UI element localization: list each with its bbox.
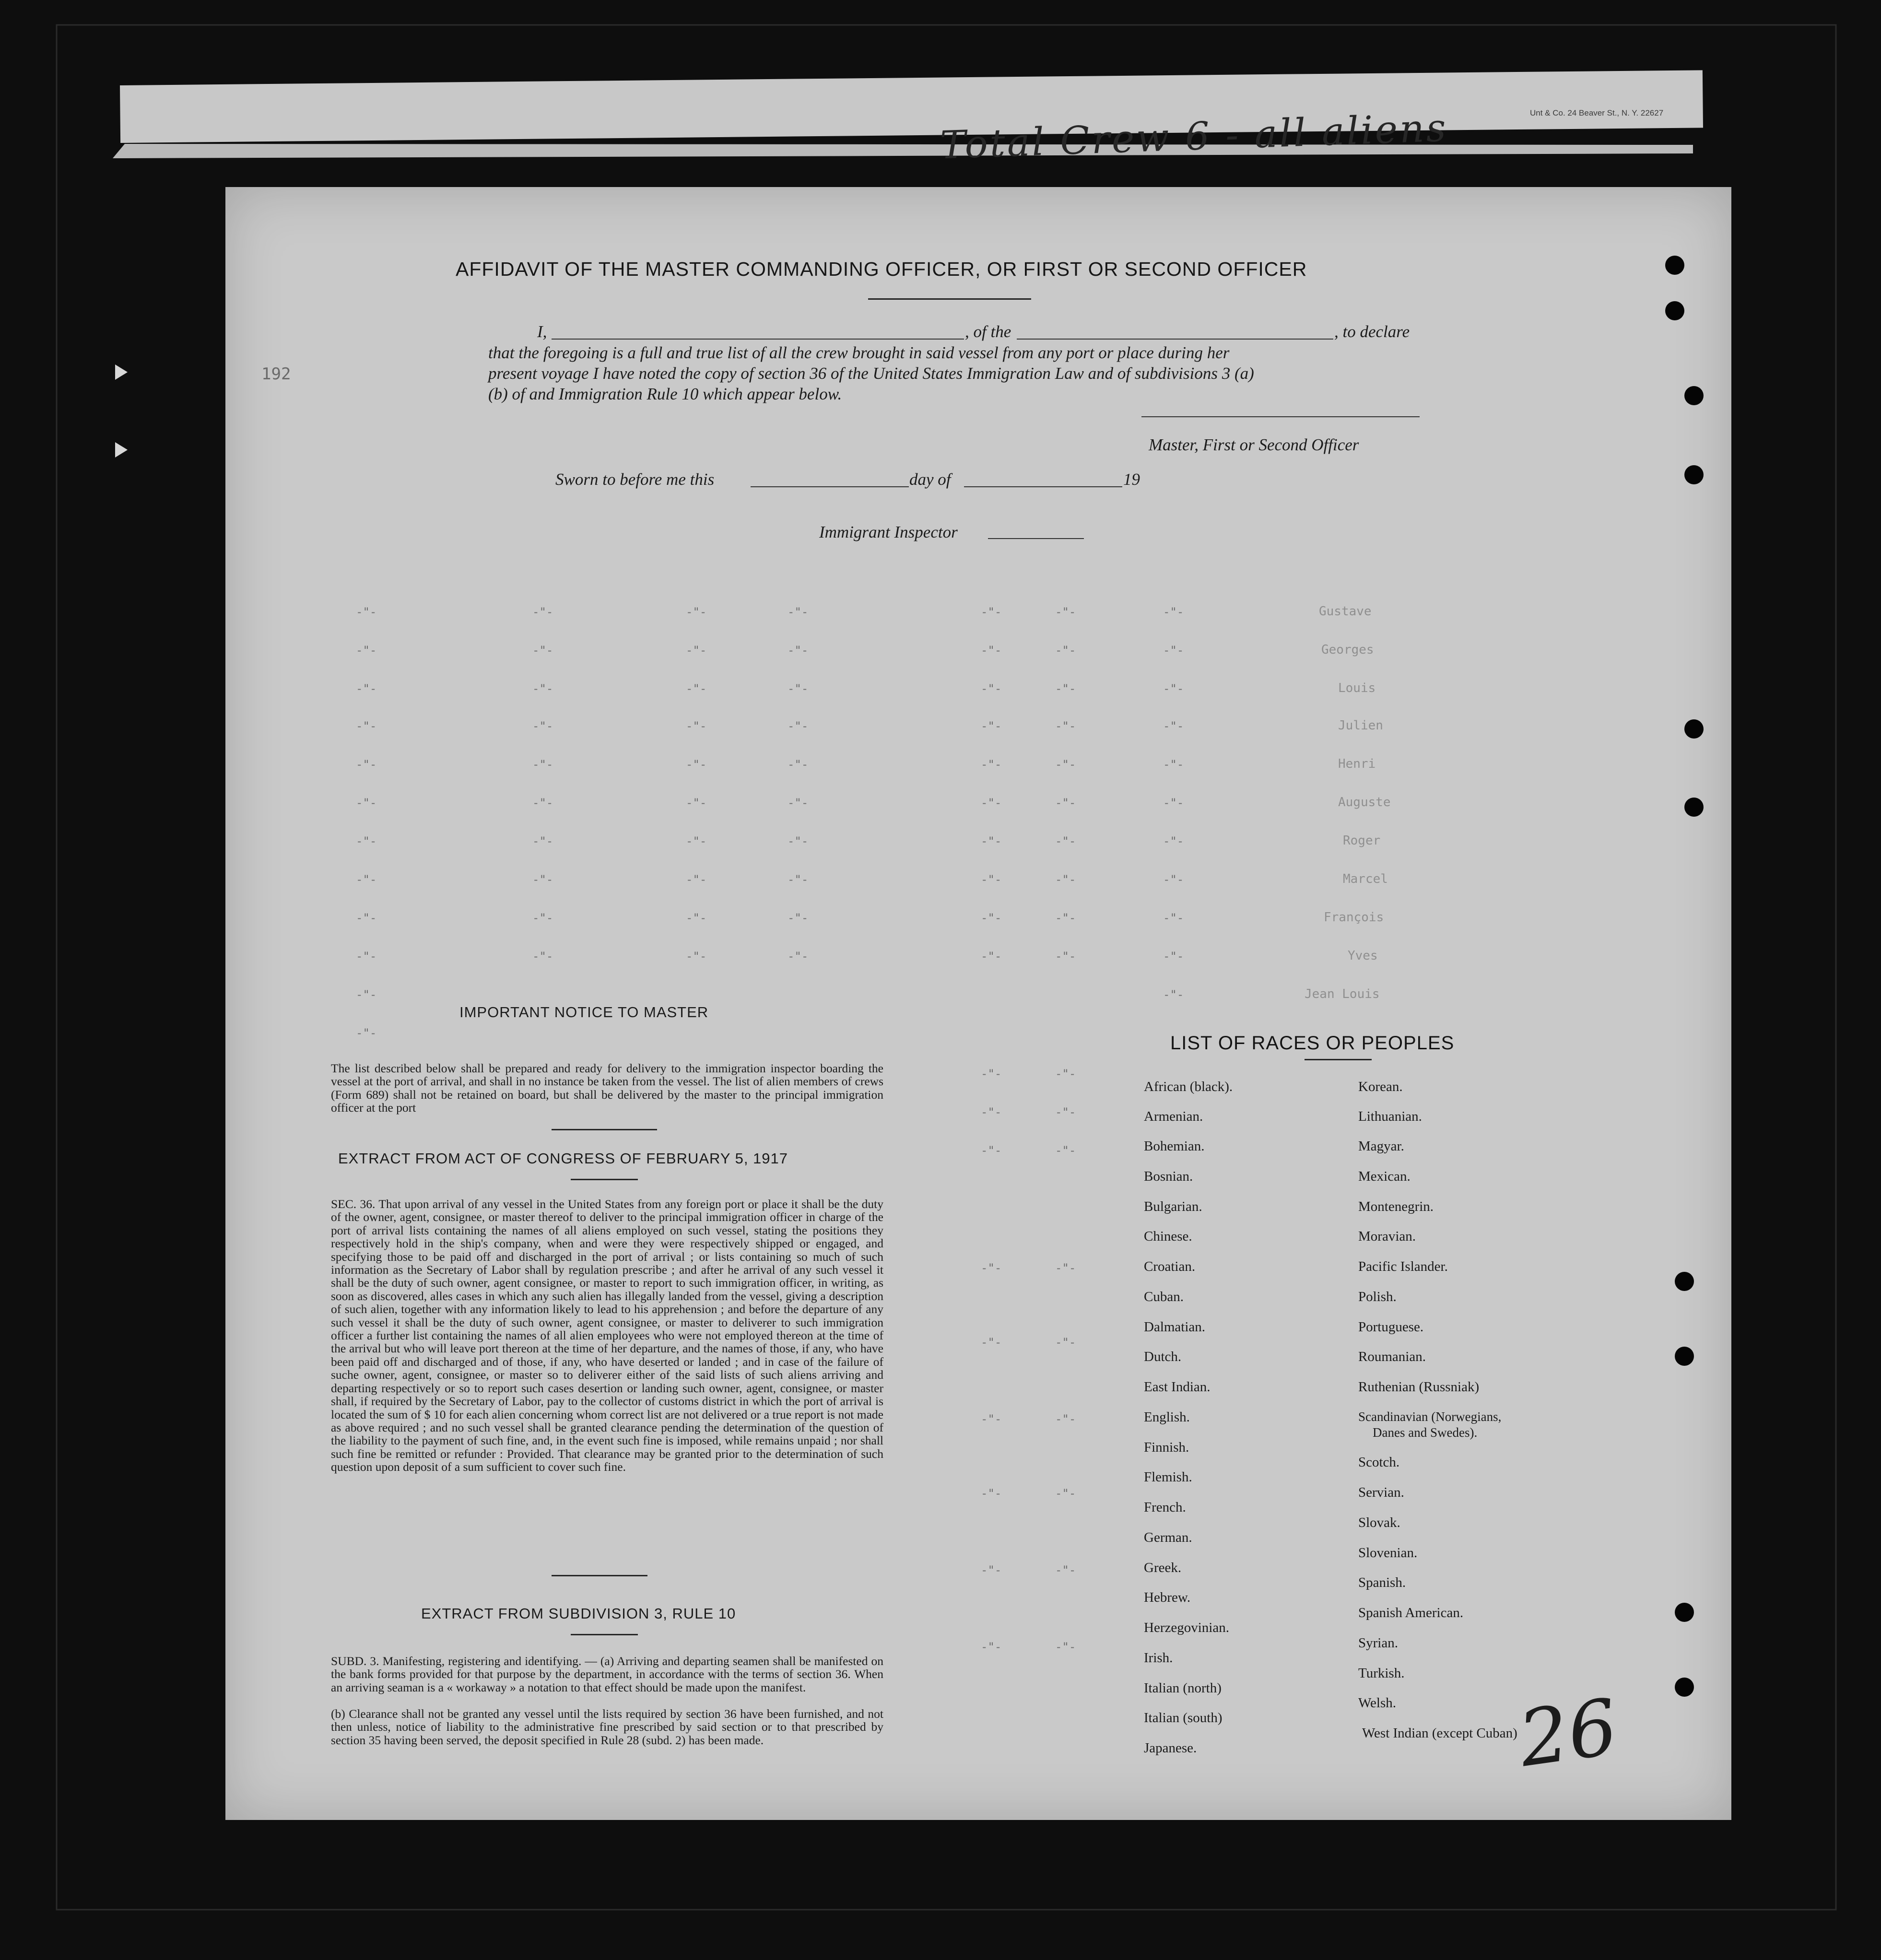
ditto-mark: -"- bbox=[981, 1105, 1002, 1119]
ditto-mark: -"- bbox=[981, 1640, 1002, 1654]
ditto-mark: -"- bbox=[981, 911, 1002, 925]
ditto-mark: -"- bbox=[356, 873, 377, 886]
race-item: Chinese. bbox=[1144, 1229, 1192, 1244]
ditto-mark: -"- bbox=[981, 1144, 1002, 1157]
race-item: Pacific Islander. bbox=[1358, 1259, 1448, 1274]
race-item: Hebrew. bbox=[1144, 1590, 1191, 1605]
day-of-label: day of bbox=[909, 470, 951, 489]
race-item: Lithuanian. bbox=[1358, 1109, 1422, 1124]
year-prefix: 19 bbox=[1123, 470, 1140, 489]
punch-hole bbox=[1665, 256, 1684, 275]
notice-title: IMPORTANT NOTICE TO MASTER bbox=[459, 1004, 709, 1021]
punch-hole bbox=[1675, 1603, 1694, 1622]
ditto-mark: -"- bbox=[1163, 682, 1184, 695]
race-item: Herzegovinian. bbox=[1144, 1620, 1229, 1635]
race-item: Danes and Swedes). bbox=[1373, 1425, 1478, 1440]
race-item: Portuguese. bbox=[1358, 1319, 1424, 1335]
ditto-mark: -"- bbox=[981, 1336, 1002, 1349]
race-item: Magyar. bbox=[1358, 1138, 1404, 1154]
ditto-mark: -"- bbox=[1055, 1261, 1076, 1275]
ditto-mark: -"- bbox=[1163, 873, 1184, 886]
ditto-mark: -"- bbox=[356, 950, 377, 963]
race-item: Italian (south) bbox=[1144, 1710, 1223, 1725]
ditto-mark: -"- bbox=[788, 950, 809, 963]
document-sheet bbox=[225, 187, 1731, 1820]
ditto-mark: -"- bbox=[981, 873, 1002, 886]
ditto-mark: -"- bbox=[981, 1563, 1002, 1577]
race-item: Roumanian. bbox=[1358, 1349, 1426, 1364]
ditto-mark: -"- bbox=[1055, 834, 1076, 848]
race-item: Servian. bbox=[1358, 1485, 1404, 1500]
title-rule bbox=[868, 298, 1031, 300]
race-item: Slovenian. bbox=[1358, 1545, 1418, 1561]
ditto-mark: -"- bbox=[788, 758, 809, 771]
ditto-mark: -"- bbox=[981, 682, 1002, 695]
ditto-mark: -"- bbox=[788, 682, 809, 695]
ditto-mark: -"- bbox=[788, 796, 809, 810]
ditto-mark: -"- bbox=[1055, 796, 1076, 810]
ditto-mark: -"- bbox=[1055, 1412, 1076, 1426]
race-item: Mexican. bbox=[1358, 1169, 1411, 1184]
ditto-mark: -"- bbox=[1055, 1144, 1076, 1157]
race-item: Dutch. bbox=[1144, 1349, 1182, 1364]
race-item: French. bbox=[1144, 1500, 1186, 1515]
ditto-mark: -"- bbox=[686, 834, 707, 848]
ditto-mark: -"- bbox=[788, 605, 809, 619]
bleed-name: Marcel bbox=[1343, 872, 1388, 886]
punch-hole bbox=[1665, 301, 1684, 320]
ditto-mark: -"- bbox=[532, 950, 553, 963]
subdivision-text-b: (b) Clearance shall not be granted any vessel until the lists required by section 36 have been furnished, and not then unless, notice of liability to the administrative fine prescribed by said section or to that prescribed by section 35 having been served, the deposit specified in Rule 28 (subd. 2) has been made. bbox=[331, 1707, 883, 1747]
ditto-mark: -"- bbox=[981, 719, 1002, 733]
race-item: Moravian. bbox=[1358, 1229, 1416, 1244]
ditto-mark: -"- bbox=[788, 834, 809, 848]
ditto-mark: -"- bbox=[686, 873, 707, 886]
act-end-rule bbox=[552, 1575, 647, 1576]
notice-text: The list described below shall be prepared and ready for delivery to the immigration inspector boarding the vessel at the port of arrival, and shall in no instance be taken from the vessel. The list of alien members of crews (Form 689) shall not be retained on board, but shall be delivered by the master to the principal immigration officer at the port bbox=[331, 1061, 883, 1115]
subdivision-rule bbox=[571, 1634, 638, 1635]
bleed-name: Julien bbox=[1338, 718, 1383, 733]
ditto-mark: -"- bbox=[356, 758, 377, 771]
ditto-mark: -"- bbox=[1055, 1067, 1076, 1080]
race-item: Ruthenian (Russniak) bbox=[1358, 1379, 1480, 1395]
notice-rule bbox=[552, 1129, 657, 1130]
ditto-mark: -"- bbox=[686, 644, 707, 657]
binder-tab bbox=[115, 364, 128, 380]
bleed-page-stamp: 192 bbox=[261, 364, 291, 384]
ditto-mark: -"- bbox=[981, 758, 1002, 771]
ditto-mark: -"- bbox=[1055, 644, 1076, 657]
ditto-mark: -"- bbox=[532, 719, 553, 733]
ditto-mark: -"- bbox=[1163, 758, 1184, 771]
ditto-mark: -"- bbox=[356, 719, 377, 733]
ditto-mark: -"- bbox=[981, 1067, 1002, 1080]
inspector-signature-line bbox=[988, 538, 1084, 539]
sworn-month-blank bbox=[964, 486, 1122, 487]
act-rule bbox=[571, 1179, 638, 1180]
ditto-mark: -"- bbox=[356, 988, 377, 1001]
race-item: Scandinavian (Norwegians, bbox=[1358, 1409, 1502, 1424]
race-item: Spanish American. bbox=[1358, 1605, 1464, 1620]
ditto-mark: -"- bbox=[1163, 950, 1184, 963]
race-item: Bosnian. bbox=[1144, 1169, 1193, 1184]
ditto-mark: -"- bbox=[532, 758, 553, 771]
ditto-mark: -"- bbox=[532, 796, 553, 810]
ditto-mark: -"- bbox=[788, 911, 809, 925]
name-blank bbox=[552, 339, 964, 340]
bleed-name: Henri bbox=[1338, 757, 1376, 771]
ditto-mark: -"- bbox=[1055, 1487, 1076, 1500]
race-item: Turkish. bbox=[1358, 1666, 1405, 1681]
master-label: Master, First or Second Officer bbox=[1149, 435, 1359, 454]
binder-tab bbox=[115, 442, 128, 458]
ditto-mark: -"- bbox=[1055, 605, 1076, 619]
races-rule bbox=[1305, 1059, 1372, 1060]
race-item: Montenegrin. bbox=[1358, 1199, 1434, 1214]
ditto-mark: -"- bbox=[356, 834, 377, 848]
race-item: Flemish. bbox=[1144, 1469, 1192, 1485]
ditto-mark: -"- bbox=[788, 719, 809, 733]
ditto-mark: -"- bbox=[356, 796, 377, 810]
declaration-i: I, bbox=[537, 322, 547, 341]
punch-hole bbox=[1684, 798, 1704, 817]
declaration-line-2: that the foregoing is a full and true list of all the crew brought in said vessel from any port or place during her bbox=[488, 343, 1230, 362]
ditto-mark: -"- bbox=[788, 873, 809, 886]
ditto-mark: -"- bbox=[1055, 758, 1076, 771]
ditto-mark: -"- bbox=[1055, 1336, 1076, 1349]
ditto-mark: -"- bbox=[981, 1487, 1002, 1500]
race-item: German. bbox=[1144, 1530, 1192, 1545]
bleed-name: Jean Louis bbox=[1305, 987, 1380, 1001]
race-item: Syrian. bbox=[1358, 1635, 1398, 1651]
declaration-line-3: present voyage I have noted the copy of section 36 of the United States Immigration Law and of subdivisions 3 (a) bbox=[488, 364, 1254, 383]
ditto-mark: -"- bbox=[981, 796, 1002, 810]
race-item: Scotch. bbox=[1358, 1455, 1400, 1470]
ditto-mark: -"- bbox=[1163, 911, 1184, 925]
ditto-mark: -"- bbox=[1163, 796, 1184, 810]
race-item: Armenian. bbox=[1144, 1109, 1203, 1124]
ditto-mark: -"- bbox=[1055, 950, 1076, 963]
bleed-name: François bbox=[1324, 910, 1384, 925]
punch-hole bbox=[1675, 1272, 1694, 1291]
master-signature-line bbox=[1141, 416, 1420, 417]
ditto-mark: -"- bbox=[686, 796, 707, 810]
race-item: Slovak. bbox=[1358, 1515, 1400, 1530]
ditto-mark: -"- bbox=[788, 644, 809, 657]
ditto-mark: -"- bbox=[1055, 1105, 1076, 1119]
race-item: Bulgarian. bbox=[1144, 1199, 1202, 1214]
ditto-mark: -"- bbox=[1163, 834, 1184, 848]
race-item: Polish. bbox=[1358, 1289, 1397, 1304]
race-item: African (black). bbox=[1144, 1079, 1233, 1094]
punch-hole bbox=[1684, 719, 1704, 739]
ditto-mark: -"- bbox=[1163, 644, 1184, 657]
race-item: Spanish. bbox=[1358, 1575, 1406, 1590]
ditto-mark: -"- bbox=[1055, 1563, 1076, 1577]
ditto-mark: -"- bbox=[686, 719, 707, 733]
act-text: SEC. 36. That upon arrival of any vessel in the United States from any foreign port or place it shall be the duty of the owner, agent, consignee, or master thereof to deliver to the principal immigration officer in charge of the port of arrival lists containing the names of all aliens employed on such vessel, stating the positions they respectively hold in the ship's company, when and were they were respectively shipped or engaged, and specifying those to be paid off and discharged in the port of arrival ; or lists containing so much of such information as the Secretary of Labor shall by regulation prescribe ; and after he arrival of any such vessel it shall be the duty of such owner, agent consignee, or master to report to such immigration officer, in writing, as soon as discovered, alles cases in which any such alien has illegally landed from the vessel, giving a description of such alien, together with any information likely to lead to his apprehension ; and before the departure of any such vessel it shall be the duty of such owner, agent consignee, or master to deliverer to such immigration officer a further list containing the names of all alien employees who were not employed thereon at the time of the arrival but who will leave port thereon at the time of her departure, and the names of those, if any, who have been paid off and discharged and of those, if any, who have deserted or landed ; and in case of the failure of suche owner, agent, consignee, or master so to deliverer either of the said lists of such aliens arriving and departing respectively or so to report such cases desertion or landing such owner, agent, consignee, or master shall, if required by the Secretary of Labor, pay to the collector of customs district in which the port of arrival is located the sum of $ 10 for each alien concerning whom correct list are not delivered or a true report is not made as above required ; and no such vessel shall be granted clearance pending the determination of the question of the liability to the payment of such fine, and, in the event such fine is imposed, while remains unpaid ; nor shall such fine be remitted or refunder : Provided. That clearance may be granted prior to the determination of such question upon deposit of a sum sufficient to cover such fine. bbox=[331, 1197, 883, 1474]
race-item: Cuban. bbox=[1144, 1289, 1184, 1304]
punch-hole bbox=[1675, 1678, 1694, 1697]
ditto-mark: -"- bbox=[686, 950, 707, 963]
bleed-name: Roger bbox=[1343, 833, 1381, 848]
ditto-mark: -"- bbox=[981, 605, 1002, 619]
race-item: Japanese. bbox=[1144, 1740, 1197, 1756]
ditto-mark: -"- bbox=[981, 1412, 1002, 1426]
ditto-mark: -"- bbox=[1163, 605, 1184, 619]
ditto-mark: -"- bbox=[981, 644, 1002, 657]
handwritten-crew-note: Total Crew 6 - all aliens bbox=[939, 105, 1449, 168]
race-item: Dalmatian. bbox=[1144, 1319, 1206, 1335]
bleed-name: Gustave bbox=[1319, 604, 1372, 619]
ditto-mark: -"- bbox=[356, 911, 377, 925]
vessel-blank bbox=[1017, 339, 1333, 340]
ditto-mark: -"- bbox=[532, 834, 553, 848]
race-item: Korean. bbox=[1358, 1079, 1403, 1094]
race-item: English. bbox=[1144, 1409, 1190, 1425]
race-item: Greek. bbox=[1144, 1560, 1182, 1575]
ditto-mark: -"- bbox=[356, 644, 377, 657]
race-item: Irish. bbox=[1144, 1650, 1173, 1666]
bleed-name: Auguste bbox=[1338, 795, 1391, 810]
bleed-name: Georges bbox=[1321, 643, 1374, 657]
declaration-to-declare: , to declare bbox=[1334, 322, 1410, 341]
race-item: Italian (north) bbox=[1144, 1680, 1222, 1696]
punch-hole bbox=[1684, 465, 1704, 484]
ditto-mark: -"- bbox=[686, 911, 707, 925]
ditto-mark: -"- bbox=[981, 1261, 1002, 1275]
race-item: West Indian (except Cuban) bbox=[1362, 1725, 1517, 1741]
ditto-mark: -"- bbox=[1163, 719, 1184, 733]
bleed-name: Louis bbox=[1338, 681, 1376, 695]
ditto-mark: -"- bbox=[1055, 1640, 1076, 1654]
ditto-mark: -"- bbox=[532, 644, 553, 657]
punch-hole bbox=[1675, 1347, 1694, 1366]
race-item: Finnish. bbox=[1144, 1440, 1189, 1455]
ditto-mark: -"- bbox=[686, 605, 707, 619]
ditto-mark: -"- bbox=[532, 682, 553, 695]
ditto-mark: -"- bbox=[356, 605, 377, 619]
ditto-mark: -"- bbox=[686, 758, 707, 771]
affidavit-title: AFFIDAVIT OF THE MASTER COMMANDING OFFICER, OR FIRST OR SECOND OFFICER bbox=[456, 258, 1307, 280]
races-title: LIST OF RACES OR PEOPLES bbox=[1170, 1033, 1455, 1054]
race-item: Bohemian. bbox=[1144, 1138, 1205, 1154]
act-title: EXTRACT FROM ACT OF CONGRESS OF FEBRUARY 5, 1917 bbox=[338, 1150, 788, 1167]
bleed-name: Yves bbox=[1348, 949, 1378, 963]
inspector-label: Immigrant Inspector bbox=[819, 523, 958, 541]
printer-imprint: Unt & Co. 24 Beaver St., N. Y. 22627 bbox=[1530, 108, 1664, 117]
race-item: Welsh. bbox=[1358, 1695, 1397, 1711]
ditto-mark: -"- bbox=[981, 834, 1002, 848]
ditto-mark: -"- bbox=[1055, 873, 1076, 886]
sworn-label: Sworn to before me this bbox=[555, 470, 715, 489]
punch-hole bbox=[1684, 386, 1704, 405]
declaration-of-the: , of the bbox=[965, 322, 1011, 341]
ditto-mark: -"- bbox=[532, 911, 553, 925]
ditto-mark: -"- bbox=[686, 682, 707, 695]
ditto-mark: -"- bbox=[532, 873, 553, 886]
ditto-mark: -"- bbox=[1055, 682, 1076, 695]
declaration-line-4: (b) of and Immigration Rule 10 which appear below. bbox=[488, 385, 842, 403]
ditto-mark: -"- bbox=[532, 605, 553, 619]
ditto-mark: -"- bbox=[1163, 988, 1184, 1001]
subdivision-text-a: SUBD. 3. Manifesting, registering and identifying. — (a) Arriving and departing seamen shall be manifested on the bank forms provided for that purpose by the department, in accordance with the terms of section 36. When an arriving seaman is a « workaway » a notation to that effect should be made upon the manifest. bbox=[331, 1654, 883, 1694]
ditto-mark: -"- bbox=[1055, 911, 1076, 925]
sworn-day-blank bbox=[751, 486, 909, 487]
race-item: East Indian. bbox=[1144, 1379, 1211, 1395]
ditto-mark: -"- bbox=[356, 682, 377, 695]
ditto-mark: -"- bbox=[1055, 719, 1076, 733]
race-item: Croatian. bbox=[1144, 1259, 1196, 1274]
subdivision-title: EXTRACT FROM SUBDIVISION 3, RULE 10 bbox=[421, 1605, 736, 1622]
ditto-mark: -"- bbox=[356, 1026, 377, 1040]
handwritten-page-number: 26 bbox=[1513, 1681, 1623, 1784]
ditto-mark: -"- bbox=[981, 950, 1002, 963]
